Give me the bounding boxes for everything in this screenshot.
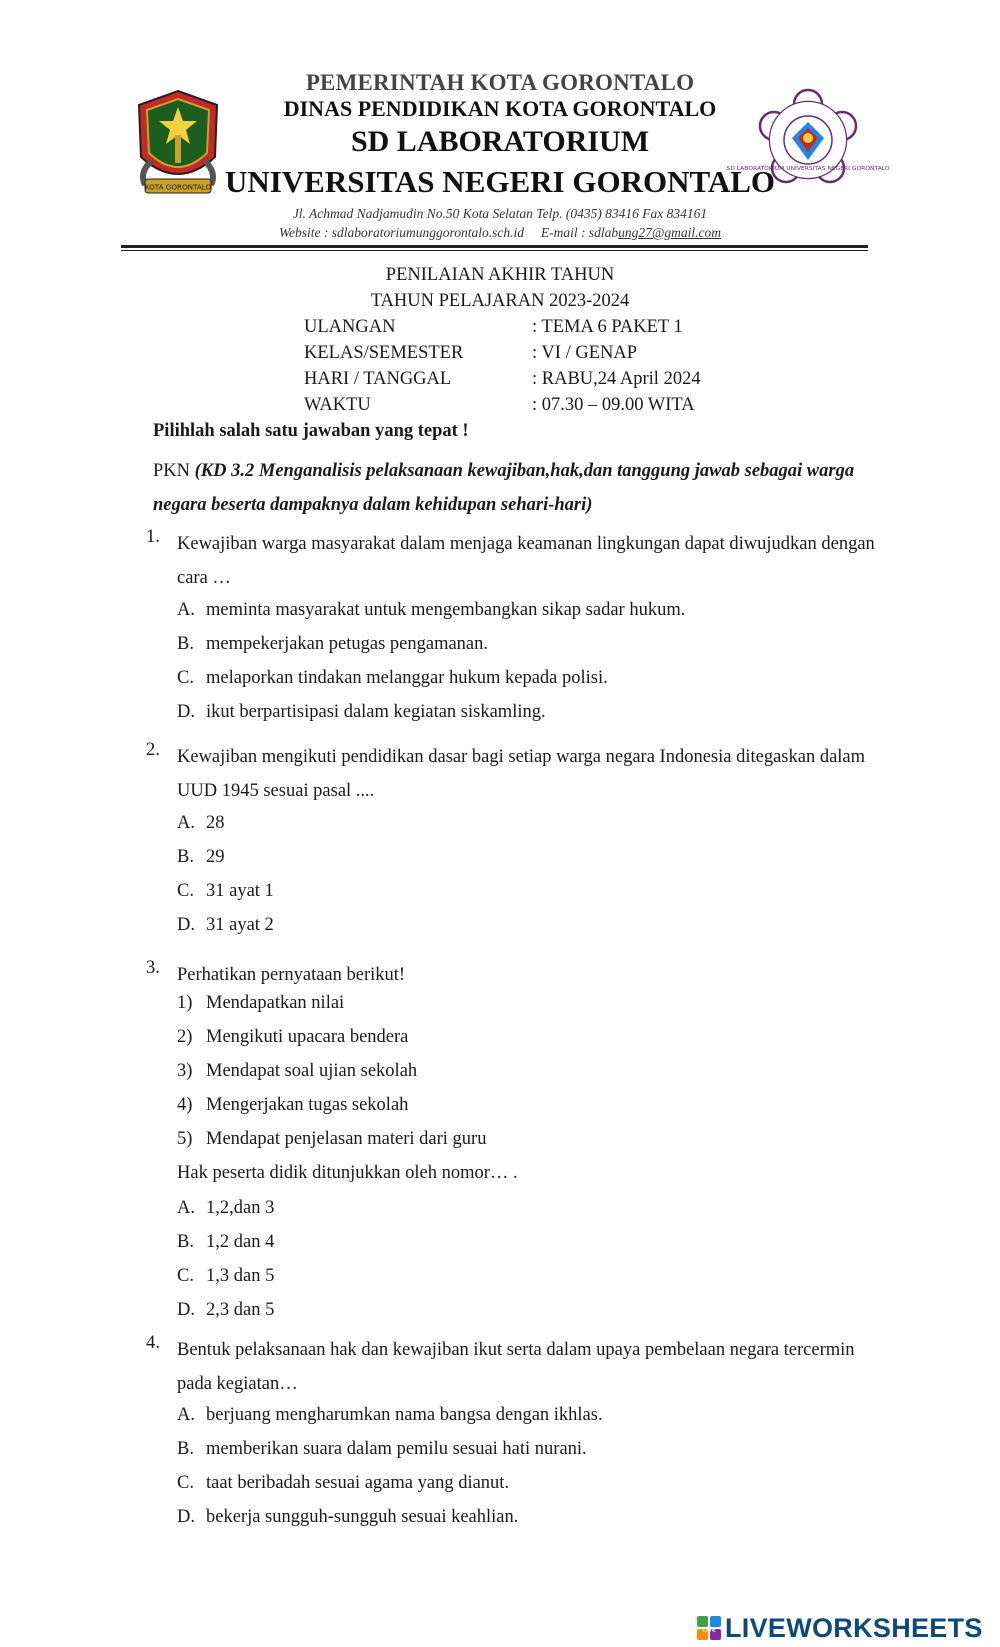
question-3 <box>146 958 881 992</box>
option-text: memberikan suara dalam pemilu sesuai hati nurani. <box>206 1439 587 1459</box>
question-number: 1. <box>146 527 160 547</box>
option-label: A. <box>177 813 195 833</box>
govt-title: PEMERINTAH KOTA GORONTALO <box>305 70 695 95</box>
question-number: 3. <box>146 958 160 978</box>
meta-key: WAKTU <box>304 395 371 415</box>
option-text: 31 ayat 1 <box>206 881 274 901</box>
statement-label: 5) <box>177 1129 193 1149</box>
question-stem: Kewajiban warga masyarakat dalam menjaga keamanan lingkungan dapat diwujudkan dengan cara … <box>177 534 875 588</box>
instruction-text: Pilihlah salah satu jawaban yang tepat ! <box>153 421 469 441</box>
option-text: meminta masyarakat untuk mengembangkan sikap sadar hukum. <box>206 600 686 620</box>
exam-year: TAHUN PELAJARAN 2023-2024 <box>370 291 630 311</box>
question-3-prompt: Hak peserta didik ditunjukkan oleh nomor… . <box>177 1163 518 1183</box>
option-label: C. <box>177 1266 194 1286</box>
statement-text: Mendapat soal ujian sekolah <box>206 1061 418 1081</box>
statement-text: Mendapatkan nilai <box>206 993 345 1013</box>
option-label: B. <box>177 847 194 867</box>
statement-label: 4) <box>177 1095 193 1115</box>
option-label: A. <box>177 1405 195 1425</box>
question-stem: Bentuk pelaksanaan hak dan kewajiban ikut serta dalam upaya pembelaan negara tercermin pada kegiatan… <box>177 1340 855 1394</box>
option-label: B. <box>177 1232 194 1252</box>
meta-value: : RABU,24 April 2024 <box>532 369 701 389</box>
question-number: 4. <box>146 1333 160 1353</box>
question-number: 2. <box>146 740 160 760</box>
meta-key: HARI / TANGGAL <box>304 369 452 389</box>
subject-label: PKN <box>153 461 195 481</box>
option-label: C. <box>177 881 194 901</box>
option-label: D. <box>177 1507 195 1527</box>
school-seal-ring-text: SD LABORATORIUM UNIVERSITAS NEGERI GORONTALO <box>726 166 890 172</box>
question-4 <box>146 1333 881 1401</box>
logo-icon-letters: LIVE <box>702 1627 716 1634</box>
statement-label: 3) <box>177 1061 193 1081</box>
meta-key: ULANGAN <box>304 317 396 337</box>
option-text: melaporkan tindakan melanggar hukum kepada polisi. <box>206 668 608 688</box>
university-name: UNIVERSITAS NEGERI GORONTALO <box>224 164 776 199</box>
meta-value: : TEMA 6 PAKET 1 <box>532 317 683 337</box>
option-label: C. <box>177 668 194 688</box>
option-text: ikut berpartisipasi dalam kegiatan siskamling. <box>206 702 546 722</box>
statement-text: Mendapat penjelasan materi dari guru <box>206 1129 487 1149</box>
exam-title: PENILAIAN AKHIR TAHUN <box>385 265 615 285</box>
question-2 <box>146 740 881 808</box>
question-1 <box>146 527 881 595</box>
header-divider-thick <box>121 245 868 248</box>
option-label: D. <box>177 702 195 722</box>
header-divider-thin <box>121 250 868 251</box>
competency-description: (KD 3.2 Menganalisis pelaksanaan kewajiban,hak,dan tanggung jawab sebagai warga negara beserta dampaknya dalam kehidupan sehari-hari) <box>153 461 855 515</box>
option-text: berjuang mengharumkan nama bangsa dengan ikhlas. <box>206 1405 603 1425</box>
option-text: 29 <box>206 847 225 867</box>
statement-label: 1) <box>177 993 193 1013</box>
option-text: 1,2,dan 3 <box>206 1198 275 1218</box>
school-name: SD LABORATORIUM <box>350 125 650 158</box>
option-text: 2,3 dan 5 <box>206 1300 275 1320</box>
question-stem: Perhatikan pernyataan berikut! <box>177 965 406 985</box>
option-text: 1,3 dan 5 <box>206 1266 275 1286</box>
option-label: D. <box>177 1300 195 1320</box>
option-label: C. <box>177 1473 194 1493</box>
department-title: DINAS PENDIDIKAN KOTA GORONTALO <box>283 96 717 121</box>
competency-text <box>153 454 873 522</box>
statement-label: 2) <box>177 1027 193 1047</box>
option-text: 1,2 dan 4 <box>206 1232 275 1252</box>
email-link[interactable]: ung27@gmail.com <box>618 225 721 240</box>
option-text: 28 <box>206 813 225 833</box>
meta-value: : VI / GENAP <box>532 343 638 363</box>
liveworksheets-brand: LIVEWORKSHEETS <box>725 1613 983 1643</box>
statement-text: Mengerjakan tugas sekolah <box>206 1095 409 1115</box>
liveworksheets-logo-icon <box>697 1616 721 1640</box>
option-label: A. <box>177 1198 195 1218</box>
contact-line <box>0 225 1000 241</box>
city-crest-banner: KOTA GORONTALO <box>144 182 212 192</box>
option-text: taat beribadah sesuai agama yang dianut. <box>206 1473 510 1493</box>
meta-key: KELAS/SEMESTER <box>304 343 464 363</box>
statement-text: Mengikuti upacara bendera <box>206 1027 409 1047</box>
option-label: B. <box>177 634 194 654</box>
option-label: B. <box>177 1439 194 1459</box>
option-text: mempekerjakan petugas pengamanan. <box>206 634 489 654</box>
meta-value: : 07.30 – 09.00 WITA <box>532 395 695 415</box>
option-text: bekerja sungguh-sungguh sesuai keahlian. <box>206 1507 519 1527</box>
address-line: Jl. Achmad Nadjamudin No.50 Kota Selatan Telp. (0435) 83416 Fax 834161 <box>292 206 708 221</box>
email-label: E-mail : sdlab <box>540 225 619 240</box>
option-label: A. <box>177 600 195 620</box>
question-stem: Kewajiban mengikuti pendidikan dasar bagi setiap warga negara Indonesia ditegaskan dalam UUD 1945 sesuai pasal .... <box>177 747 866 801</box>
website-text: Website : sdlaboratoriumunggorontalo.sch.id <box>279 225 525 240</box>
option-label: D. <box>177 915 195 935</box>
option-text: 31 ayat 2 <box>206 915 274 935</box>
